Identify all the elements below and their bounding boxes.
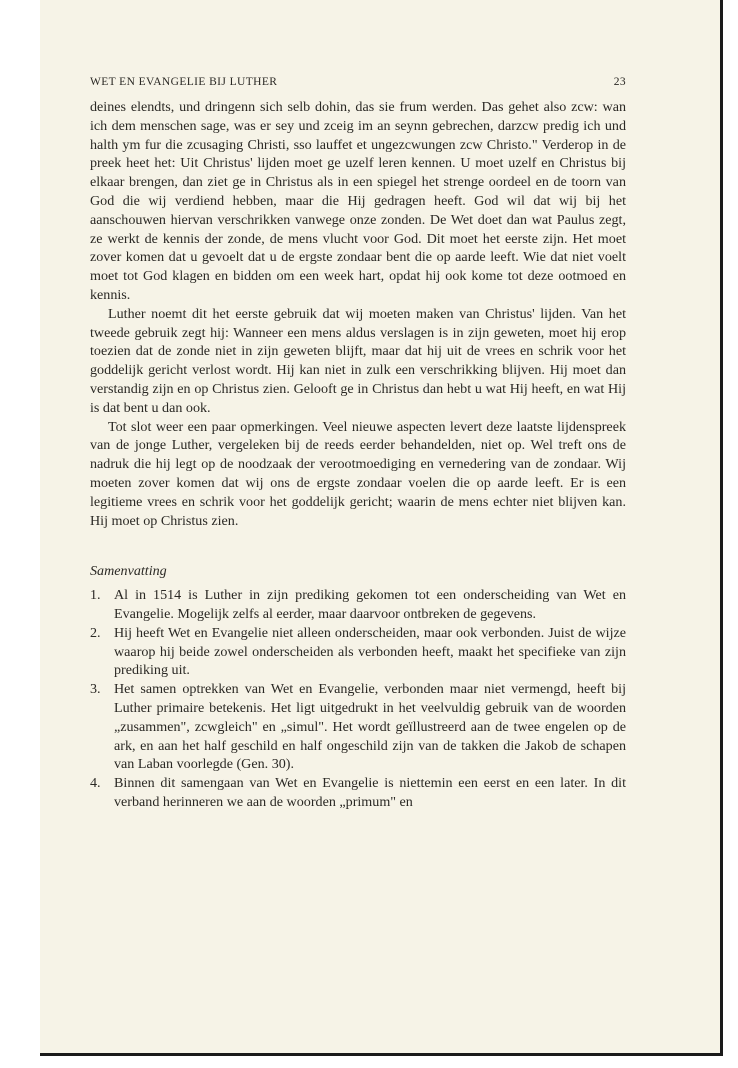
paragraph: Tot slot weer een paar opmerkingen. Veel nieuwe aspecten levert deze laatste lijdenspreek van de jonge Luther, vergeleken bij de reeds eerder behandelden, niet op. Wel treft ons de nadruk die hij legt op de noodzaak der verootmoediging en vernedering van de zondaar. Wij moeten zover komen dat wij ons de ergste zondaar voelen die op aarde leeft. Er is een legitieme vrees en schrik voor het goddelijk gericht; waarin de mens echter niet blijven kan. Hij moet op Christus zien. bbox=[90, 418, 626, 529]
paragraph: deines elendts, und dringenn sich selb dohin, das sie frum werden. Das gehet also zcw: wan ich dem menschen sage, was er sey und zceig im an seynn gebrechen, darzcw predig ich und halth ym fur die zcusaging Christi, sso lauffet et ungezcwungen zcw Christo." Verderop in de preek heet het: Uit Christus' lijden moet ge uzelf leren kennen. U moet uzelf en Christus bij elkaar brengen, dan ziet ge in Christus als in een spiegel het strenge oordeel en de toorn van God die wij verdiend hebben, maar die Hij gedragen heeft. God wil dat wij bij het aanschouwen hiervan verschrikken vanwege onze zonden. De Wet doet dan wat Paulus zegt, ze werkt de kennis der zonde, de mens vlucht voor God. Dit moet het eerste zijn. Het moet zover komen dat u gevoelt dat u de ergste zondaar bent die op aarde leeft. Wie dat niet voelt moet tot God klagen en bidden om een week hart, opdat hij ook kome tot deze ootmoed en kennis. bbox=[90, 99, 626, 303]
page-edge-shadow-bottom bbox=[40, 1053, 723, 1056]
page-number: 23 bbox=[613, 76, 626, 88]
list-item-number: 2. bbox=[90, 624, 101, 641]
list-item-number: 1. bbox=[90, 587, 101, 604]
body-text bbox=[90, 98, 626, 530]
page-text-area bbox=[90, 76, 626, 812]
section-heading: Samenvatting bbox=[90, 563, 167, 580]
list-item-number: 3. bbox=[90, 681, 101, 698]
list-item-text: Hij heeft Wet en Evangelie niet alleen onderscheiden, maar ook verbonden. Juist de wijze waarop hij beide zowel onderscheiden als verbonden heeft, maakt het specifieke van zijn prediking uit. bbox=[114, 624, 626, 679]
list-item bbox=[90, 774, 626, 812]
list-item-text: Al in 1514 is Luther in zijn prediking gekomen tot een onderscheiding van Wet en Evangelie. Mogelijk zelfs al eerder, maar daarvoor ontbreken de gegevens. bbox=[114, 587, 626, 622]
list-item bbox=[90, 586, 626, 624]
running-title: WET EN EVANGELIE BIJ LUTHER bbox=[90, 76, 278, 88]
page-edge-shadow-right bbox=[720, 0, 723, 1055]
running-header bbox=[90, 76, 626, 98]
list-item bbox=[90, 624, 626, 680]
list-item bbox=[90, 680, 626, 774]
list-item-text: Het samen optrekken van Wet en Evangelie, verbonden maar niet vermengd, heeft bij Luther primaire betekenis. Het ligt uitgedrukt in het veelvuldig gebruik van de woorden „zusammen", zcwgleich" en „simul". Het wordt geïllustreerd aan de twee engelen op de ark, en aan het half geschild en half ongeschild zijn van de takken die Jakob de schapen van Laban voorlegde (Gen. 30). bbox=[114, 681, 626, 773]
list-item-number: 4. bbox=[90, 775, 101, 792]
summary-list bbox=[90, 586, 626, 812]
list-item-text: Binnen dit samengaan van Wet en Evangelie is niettemin een eerst en een later. In dit verband herinneren we aan de woorden „primum" en bbox=[114, 775, 626, 810]
paragraph: Luther noemt dit het eerste gebruik dat wij moeten maken van Christus' lijden. Van het tweede gebruik zegt hij: Wanneer een mens aldus verslagen is in zijn geweten, moet hij erop toezien dat de zonde niet in zijn geweten blijft, maar dat hij uit de vrees en schrik voor het goddelijk gericht verlost wordt. Hij kan niet in zulk een verschrikking blijven. Hij moet dan verstandig zijn en op Christus zien. Gelooft ge in Christus dan hebt u wat Hij heeft, en wat Hij is dat bent u dan ook. bbox=[90, 305, 626, 416]
